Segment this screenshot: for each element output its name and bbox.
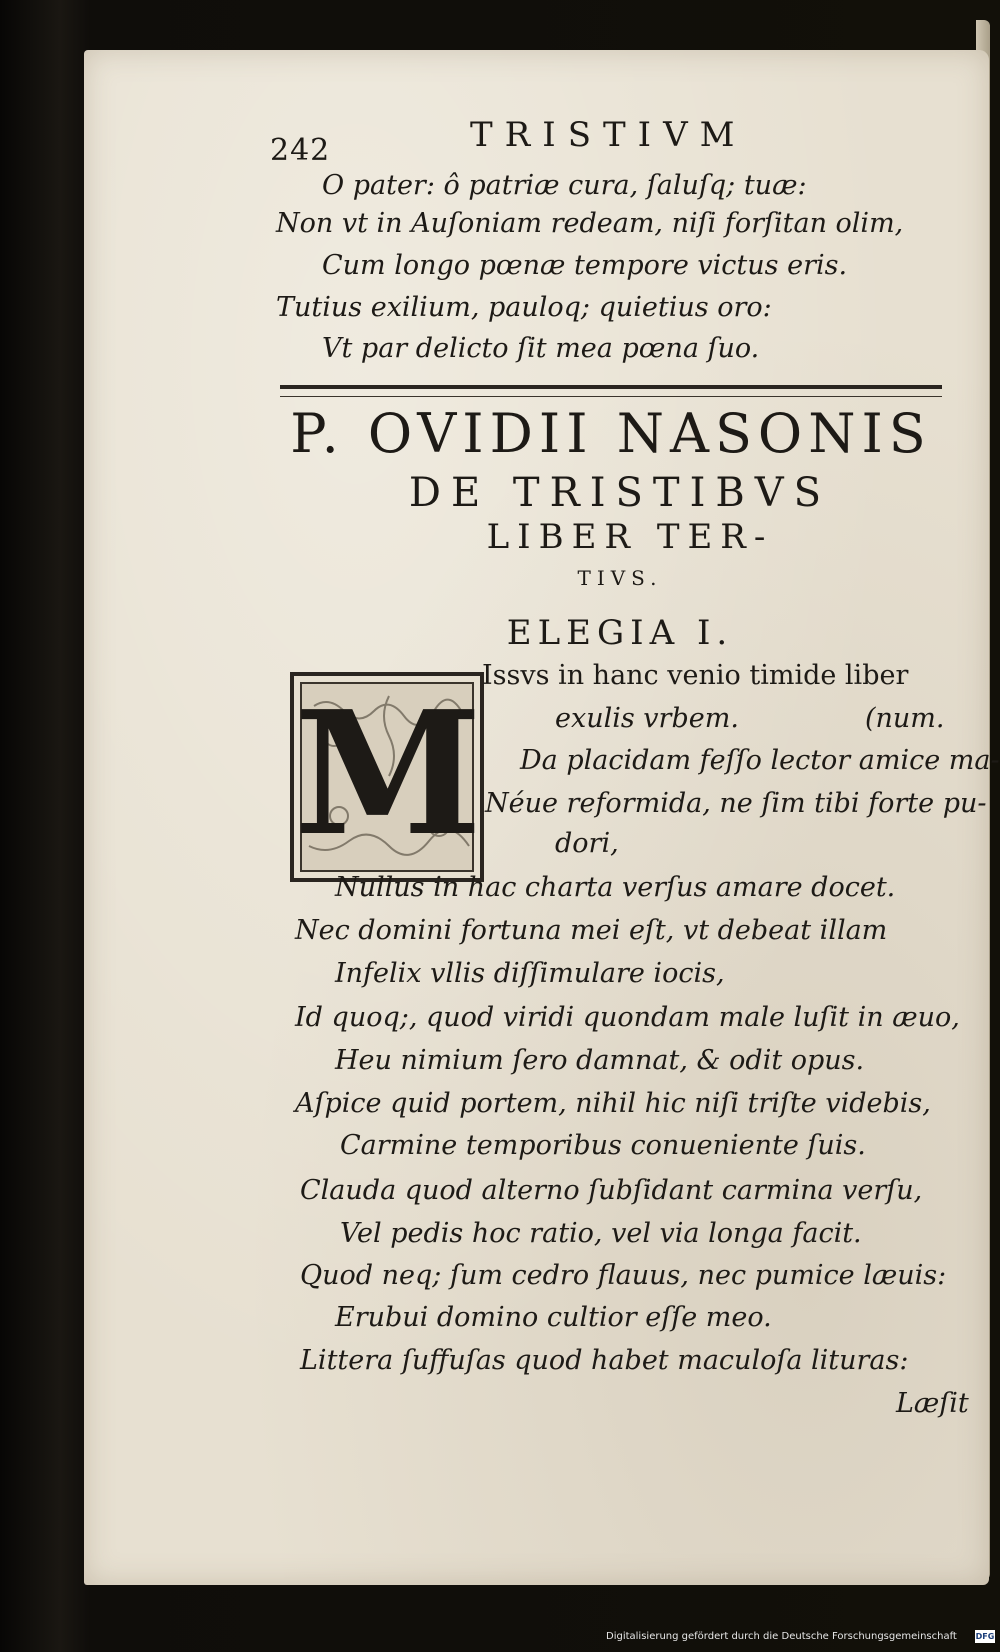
elegy-line: Infelix vllis diſſimulare iocis, <box>335 958 725 989</box>
elegy-line: Heu nimium ſero damnat, & odit opus. <box>335 1045 865 1076</box>
elegy-line: Da placidam feſſo lector amice ma- <box>520 745 1000 776</box>
verse-line: Non vt in Auſoniam redeam, niſi forſitan olim, <box>276 208 904 239</box>
section-rule <box>280 385 942 389</box>
page-number: 242 <box>270 133 331 168</box>
elegy-line: Vel pedis hoc ratio, vel via longa facit. <box>340 1218 862 1249</box>
elegy-line: Néue reformida, ne ſim tibi forte pu- <box>485 788 987 819</box>
page-header <box>270 115 910 168</box>
book-title-work: DE TRISTIBVS <box>408 470 832 516</box>
elegy-line: Aſpice quid portem, nihil hic niſi triſte videbis, <box>295 1088 931 1119</box>
book-title-book: LIBER TER- <box>486 517 774 557</box>
book-title-author: P. OVIDII NASONIS <box>290 402 932 465</box>
verse-line: Cum longo pœnæ tempore victus eris. <box>322 250 848 281</box>
dfg-logo: DFG <box>975 1632 995 1641</box>
elegy-line: Nec domini fortuna mei eſt, vt debeat illam <box>295 915 888 946</box>
drop-initial-letter: M <box>294 674 483 874</box>
elegy-line: Nullus in hac charta verſus amare docet. <box>335 872 896 903</box>
elegy-line: (num. <box>865 703 945 734</box>
decorated-initial <box>290 672 484 882</box>
elegy-line: Littera ſuffuſas quod habet maculoſa lituras: <box>300 1345 909 1376</box>
verse-line: Tutius exilium, pauloq; quietius oro: <box>276 292 772 323</box>
elegy-line: Clauda quod alterno ſubſidant carmina verſu, <box>300 1175 923 1206</box>
elegy-line: Id quoq;, quod viridi quondam male luſit in æuo, <box>295 1002 960 1033</box>
digitization-credit: Digitalisierung gefördert durch die Deutsche Forschungsgemeinschaft <box>606 1631 957 1642</box>
section-rule-thin <box>280 396 942 397</box>
elegy-line: Erubui domino cultior eſſe meo. <box>335 1302 772 1333</box>
elegy-line: dori, <box>555 828 619 859</box>
running-title: TRISTIVM <box>470 115 747 155</box>
elegy-heading: ELEGIA I. <box>506 613 734 653</box>
verse-line: O pater: ô patriæ cura, ſaluſq; tuæ: <box>322 170 807 201</box>
elegy-line: Carmine temporibus conueniente ſuis. <box>340 1130 866 1161</box>
book-title-book-cont: TIVS. <box>577 566 663 590</box>
catchword: Læſit <box>896 1388 969 1419</box>
elegy-line: Quod neq; ſum cedro flauus, nec pumice læuis: <box>300 1260 947 1291</box>
elegy-line: Issvs in hanc venio timide liber <box>482 660 909 691</box>
verse-line: Vt par delicto ſit mea pœna ſuo. <box>322 333 760 364</box>
elegy-line: exulis vrbem. <box>555 703 739 734</box>
